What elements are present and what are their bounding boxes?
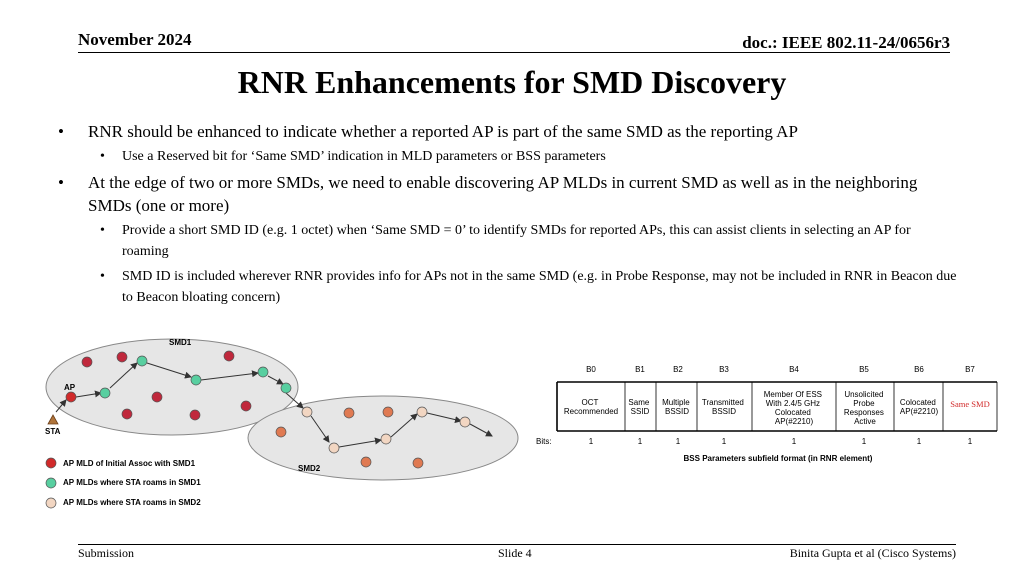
roam-ap-smd1 bbox=[137, 356, 147, 366]
roam-ap-smd1 bbox=[191, 375, 201, 385]
ap-node bbox=[383, 407, 393, 417]
footer-slide-number: Slide 4 bbox=[498, 546, 532, 560]
bits-label: Bits: bbox=[536, 437, 552, 446]
field-same-smd: Same SMD bbox=[950, 399, 990, 409]
field-member-of-ess: Member Of ESS With 2.4/5 GHz Colocated AP(#2210) bbox=[763, 390, 823, 426]
ap-node bbox=[82, 357, 92, 367]
legend-roam-smd2-label: AP MLDs where STA roams in SMD2 bbox=[63, 498, 201, 507]
field-same-ssid: Same SSID bbox=[628, 398, 650, 416]
bullet-1: • RNR should be enhanced to indicate whether a reported AP is part of the same SMD as the reporting AP bbox=[58, 120, 958, 143]
roam-ap-smd2 bbox=[302, 407, 312, 417]
legend-roam-smd1-icon bbox=[46, 478, 56, 488]
sta-icon bbox=[48, 415, 58, 424]
ap-node bbox=[190, 410, 200, 420]
field-labels bbox=[564, 390, 990, 426]
bit-count: 1 bbox=[588, 437, 594, 446]
header-rule bbox=[78, 52, 950, 53]
legend-initial-label: AP MLD of Initial Assoc with SMD1 bbox=[63, 459, 196, 468]
bit-count: 1 bbox=[675, 437, 681, 446]
bits-row bbox=[536, 437, 973, 446]
field-oct-recommended: OCT Recommended bbox=[563, 398, 619, 416]
bit-header: B4 bbox=[789, 365, 799, 374]
smd1-label: SMD1 bbox=[169, 338, 192, 347]
ap-node bbox=[276, 427, 286, 437]
bit-count: 1 bbox=[967, 437, 973, 446]
smd2-label: SMD2 bbox=[298, 464, 321, 473]
bullet-2: • At the edge of two or more SMDs, we need to enable discovering AP MLDs in current SMD as well as in the neighboring SMDs (one or more) bbox=[58, 171, 958, 217]
table-caption: BSS Parameters subfield format (in RNR element) bbox=[683, 454, 873, 463]
footer-rule bbox=[78, 544, 956, 545]
roam-ap-smd1 bbox=[281, 383, 291, 393]
bit-header: B0 bbox=[586, 365, 596, 374]
bit-header: B3 bbox=[719, 365, 729, 374]
ap-label: AP bbox=[64, 383, 76, 392]
legend-roam-smd1-label: AP MLDs where STA roams in SMD1 bbox=[63, 478, 201, 487]
initial-assoc-ap bbox=[66, 392, 76, 402]
legend bbox=[46, 458, 201, 508]
roam-ap-smd2 bbox=[460, 417, 470, 427]
bit-count: 1 bbox=[861, 437, 867, 446]
roam-ap-smd2 bbox=[417, 407, 427, 417]
bullet-list bbox=[58, 120, 958, 312]
roam-ap-smd2 bbox=[329, 443, 339, 453]
bit-header: B7 bbox=[965, 365, 975, 374]
header-doc-id: doc.: IEEE 802.11-24/0656r3 bbox=[742, 33, 950, 52]
ap-node bbox=[361, 457, 371, 467]
roam-ap-smd1 bbox=[258, 367, 268, 377]
bit-count: 1 bbox=[791, 437, 797, 446]
bit-header: B1 bbox=[635, 365, 645, 374]
bss-parameters-table bbox=[536, 365, 997, 463]
sub-bullet-2-2: • SMD ID is included wherever RNR provides info for APs not in the same SMD (e.g. in Probe Response, may not be included in RNR in Beacon due to Beacon bloating concern) bbox=[58, 266, 958, 308]
ap-node bbox=[413, 458, 423, 468]
bit-count: 1 bbox=[916, 437, 922, 446]
sub-bullet-1-1: • Use a Reserved bit for ‘Same SMD’ indication in MLD parameters or BSS parameters bbox=[58, 146, 958, 167]
bit-header: B2 bbox=[673, 365, 683, 374]
footer-submission: Submission bbox=[78, 546, 135, 560]
bit-count: 1 bbox=[721, 437, 727, 446]
footer-authors: Binita Gupta et al (Cisco Systems) bbox=[789, 546, 956, 560]
figure bbox=[0, 330, 1024, 530]
ap-node bbox=[224, 351, 234, 361]
ap-node bbox=[152, 392, 162, 402]
ap-node bbox=[122, 409, 132, 419]
field-unsolicited-probe: Unsolicited Probe Responses Active bbox=[843, 390, 884, 426]
ap-node bbox=[117, 352, 127, 362]
field-multiple-bssid: Multiple BSSID bbox=[662, 398, 690, 416]
sub-bullet-2-1: • Provide a short SMD ID (e.g. 1 octet) when ‘Same SMD = 0’ to identify SMDs for reported APs, this can assist clients in selecting an AP for roaming bbox=[58, 220, 958, 262]
sta-label: STA bbox=[45, 427, 61, 436]
ap-node bbox=[241, 401, 251, 411]
legend-roam-smd2-icon bbox=[46, 498, 56, 508]
ap-node bbox=[344, 408, 354, 418]
bit-headers bbox=[586, 365, 975, 374]
bit-header: B5 bbox=[859, 365, 869, 374]
bit-header: B6 bbox=[914, 365, 924, 374]
header-date: November 2024 bbox=[78, 30, 192, 49]
field-transmitted-bssid: Transmitted BSSID bbox=[701, 398, 744, 416]
legend-initial-icon bbox=[46, 458, 56, 468]
field-colocated-ap: Colocated AP(#2210) bbox=[899, 398, 939, 416]
slide-title: RNR Enhancements for SMD Discovery bbox=[237, 64, 787, 100]
roam-ap-smd1 bbox=[100, 388, 110, 398]
roam-ap-smd2 bbox=[381, 434, 391, 444]
bit-count: 1 bbox=[637, 437, 643, 446]
